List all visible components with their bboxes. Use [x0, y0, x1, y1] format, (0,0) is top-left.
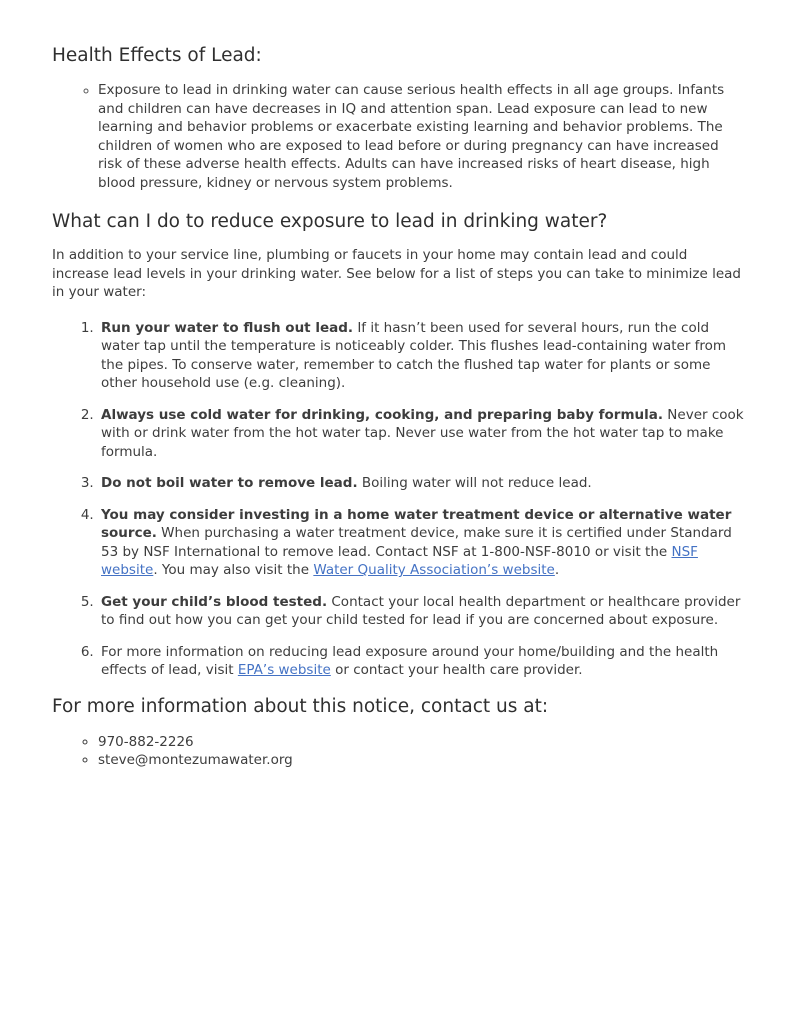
- body-text: If it hasn’t been used for several hours, run the cold water tap until the temperature is noticeably colder. This flushes lead-containing water from the pipes. To conserve water, remember to catch the flushed tap water for plants or some other household use (e.g. cleaning).: [101, 319, 727, 391]
- step-item: [98, 474, 745, 493]
- inline-link[interactable]: EPA’s website: [237, 662, 331, 678]
- heading-reduce-exposure: What can I do to reduce exposure to lead in drinking water?: [52, 211, 608, 232]
- step-item: [98, 319, 745, 393]
- bold-text: You may consider investing in a home water treatment device or alternative water source.: [101, 506, 732, 541]
- step-item: [98, 506, 745, 580]
- body-text: . You may also visit the: [153, 562, 314, 578]
- contact-bullet-list: [52, 733, 745, 770]
- body-text: When purchasing a water treatment device, make sure it is certified under Standard 53 by NSF International to remove lead. Contact NSF at 1-800-NSF-8010 or visit the: [101, 525, 732, 560]
- intro-paragraph: In addition to your service line, plumbing or faucets in your home may contain lead and could increase lead levels in your drinking water. See below for a list of steps you can take to minimize lead in your water:: [52, 247, 742, 300]
- body-text: or contact your health care provider.: [330, 662, 583, 678]
- body-text: Exposure to lead in drinking water can cause serious health effects in all age groups. Infants and children can have decreases in IQ and attention span. Lead exposure can lead to new learning and behavior problems or exacerbate existing learning and behavior problems. The children of women who are exposed to lead before or during pregnancy can have increased risk of these adverse health effects. Adults can have increased risks of heart disease, high blood pressure, kidney or nervous system problems.: [98, 82, 725, 191]
- health-effects-item: [98, 81, 745, 192]
- inline-link[interactable]: Water Quality Association’s website: [313, 562, 555, 578]
- heading-contact-info: For more information about this notice, contact us at:: [52, 695, 549, 717]
- body-text: For more information on reducing lead exposure around your home/building and the health effects of lead, visit: [101, 643, 719, 678]
- inline-link[interactable]: NSF website: [101, 543, 698, 578]
- body-text: .: [554, 562, 560, 578]
- contact-item: ◦ steve@montezumawater.org: [98, 751, 745, 770]
- step-item: [98, 643, 745, 680]
- body-text: Contact your local health department or healthcare provider to find out how you can get your child tested for lead if you are concerned about exposure.: [101, 593, 741, 628]
- body-text: Boiling water will not reduce lead.: [357, 475, 592, 491]
- bold-text: Always use cold water for drinking, cooking, and preparing baby formula.: [101, 406, 664, 423]
- bold-text: Run your water to flush out lead.: [101, 319, 354, 336]
- steps-numbered-list: [52, 319, 745, 680]
- contact-item: ◦ 970-882-2226: [98, 733, 745, 752]
- heading-health-effects: Health Effects of Lead:: [52, 45, 262, 66]
- health-effects-bullet-list: [52, 81, 745, 192]
- step-item: [98, 593, 745, 630]
- body-text: Never cook with or drink water from the hot water tap. Never use water from the hot water tap to make formula.: [101, 406, 744, 460]
- bold-text: Do not boil water to remove lead.: [101, 475, 358, 491]
- step-item: [98, 406, 745, 462]
- bold-text: Get your child’s blood tested.: [101, 593, 328, 610]
